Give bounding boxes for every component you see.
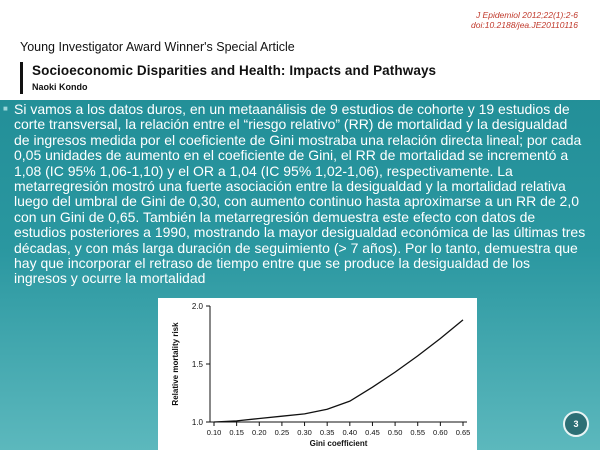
- x-tick-label: 0.55: [410, 428, 426, 437]
- y-tick-label: 1.0: [191, 418, 203, 427]
- journal-doi: doi:10.2188/jea.JE20110116: [471, 20, 578, 30]
- x-tick-label: 0.10: [206, 428, 222, 437]
- x-tick-label: 0.50: [387, 428, 403, 437]
- page-number: 3: [573, 419, 579, 429]
- x-tick-label: 0.15: [229, 428, 244, 437]
- x-tick-label: 0.40: [342, 428, 358, 437]
- article-author: Naoki Kondo: [32, 82, 88, 92]
- award-heading: Young Investigator Award Winner's Special Article: [20, 40, 295, 54]
- x-tick-label: 0.35: [319, 428, 335, 437]
- x-tick-label: 0.45: [365, 428, 380, 437]
- journal-reference: J Epidemiol 2012;22(1):2-6: [475, 10, 578, 20]
- title-accent-bar: [20, 62, 23, 94]
- x-tick-label: 0.20: [251, 428, 267, 437]
- x-tick-label: 0.60: [433, 428, 448, 437]
- x-tick-label: 0.25: [274, 428, 290, 437]
- chart-svg: [158, 298, 477, 450]
- page-number-badge: [563, 411, 589, 437]
- x-tick-label: 0.30: [297, 428, 312, 437]
- x-axis-label: Gini coefficient: [309, 439, 368, 448]
- bullet-icon: ■: [3, 104, 8, 113]
- mortality-chart: [158, 298, 477, 450]
- journal-citation: [471, 10, 578, 30]
- body-paragraph: Si vamos a los datos duros, en un metaanálisis de 9 estudios de cohorte y 19 estudios de corte transversal, la relación entre el “riesgo relativo” (RR) de mortalidad y la desigualdad de ingresos medida por el coeficiente de Gini mostraba una relación directa lineal; por cada 0,05 unidades de aumento en el coeficiente de Gini, el RR de mortalidad se incrementó a 1,08 (IC 95% 1,06-1,10) y el OR a 1,04 (IC 95% 1,02-1,06), respectivamente. La metarregresión mostró una fuerte asociación entre la desigualdad y la mortalidad relativa luego del umbral de Gini de 0,30, con aumento continuo hasta aproximarse a un RR de 2,0 con un Gini de 0,65. También la metarregresión demuestra este efecto con datos de estudios posteriores a 1990, mostrando la mayor desigualdad económica de las últimas tres décadas, y con más larga duración de seguimiento (> 7 años). Por lo tanto, demuestra que hay que incorporar el retraso de tiempo entre que se produce la desigualdad de los ingresos y ocurre la mortalidad: [14, 101, 586, 287]
- y-axis-label: Relative mortality risk: [171, 322, 180, 406]
- article-title: Socioeconomic Disparities and Health: Impacts and Pathways: [32, 63, 437, 78]
- y-tick-label: 2.0: [191, 302, 203, 311]
- article-header: [0, 0, 600, 100]
- y-tick-label: 1.5: [191, 360, 203, 369]
- x-tick-label: 0.65: [455, 428, 471, 437]
- series-line-rr: [214, 320, 463, 422]
